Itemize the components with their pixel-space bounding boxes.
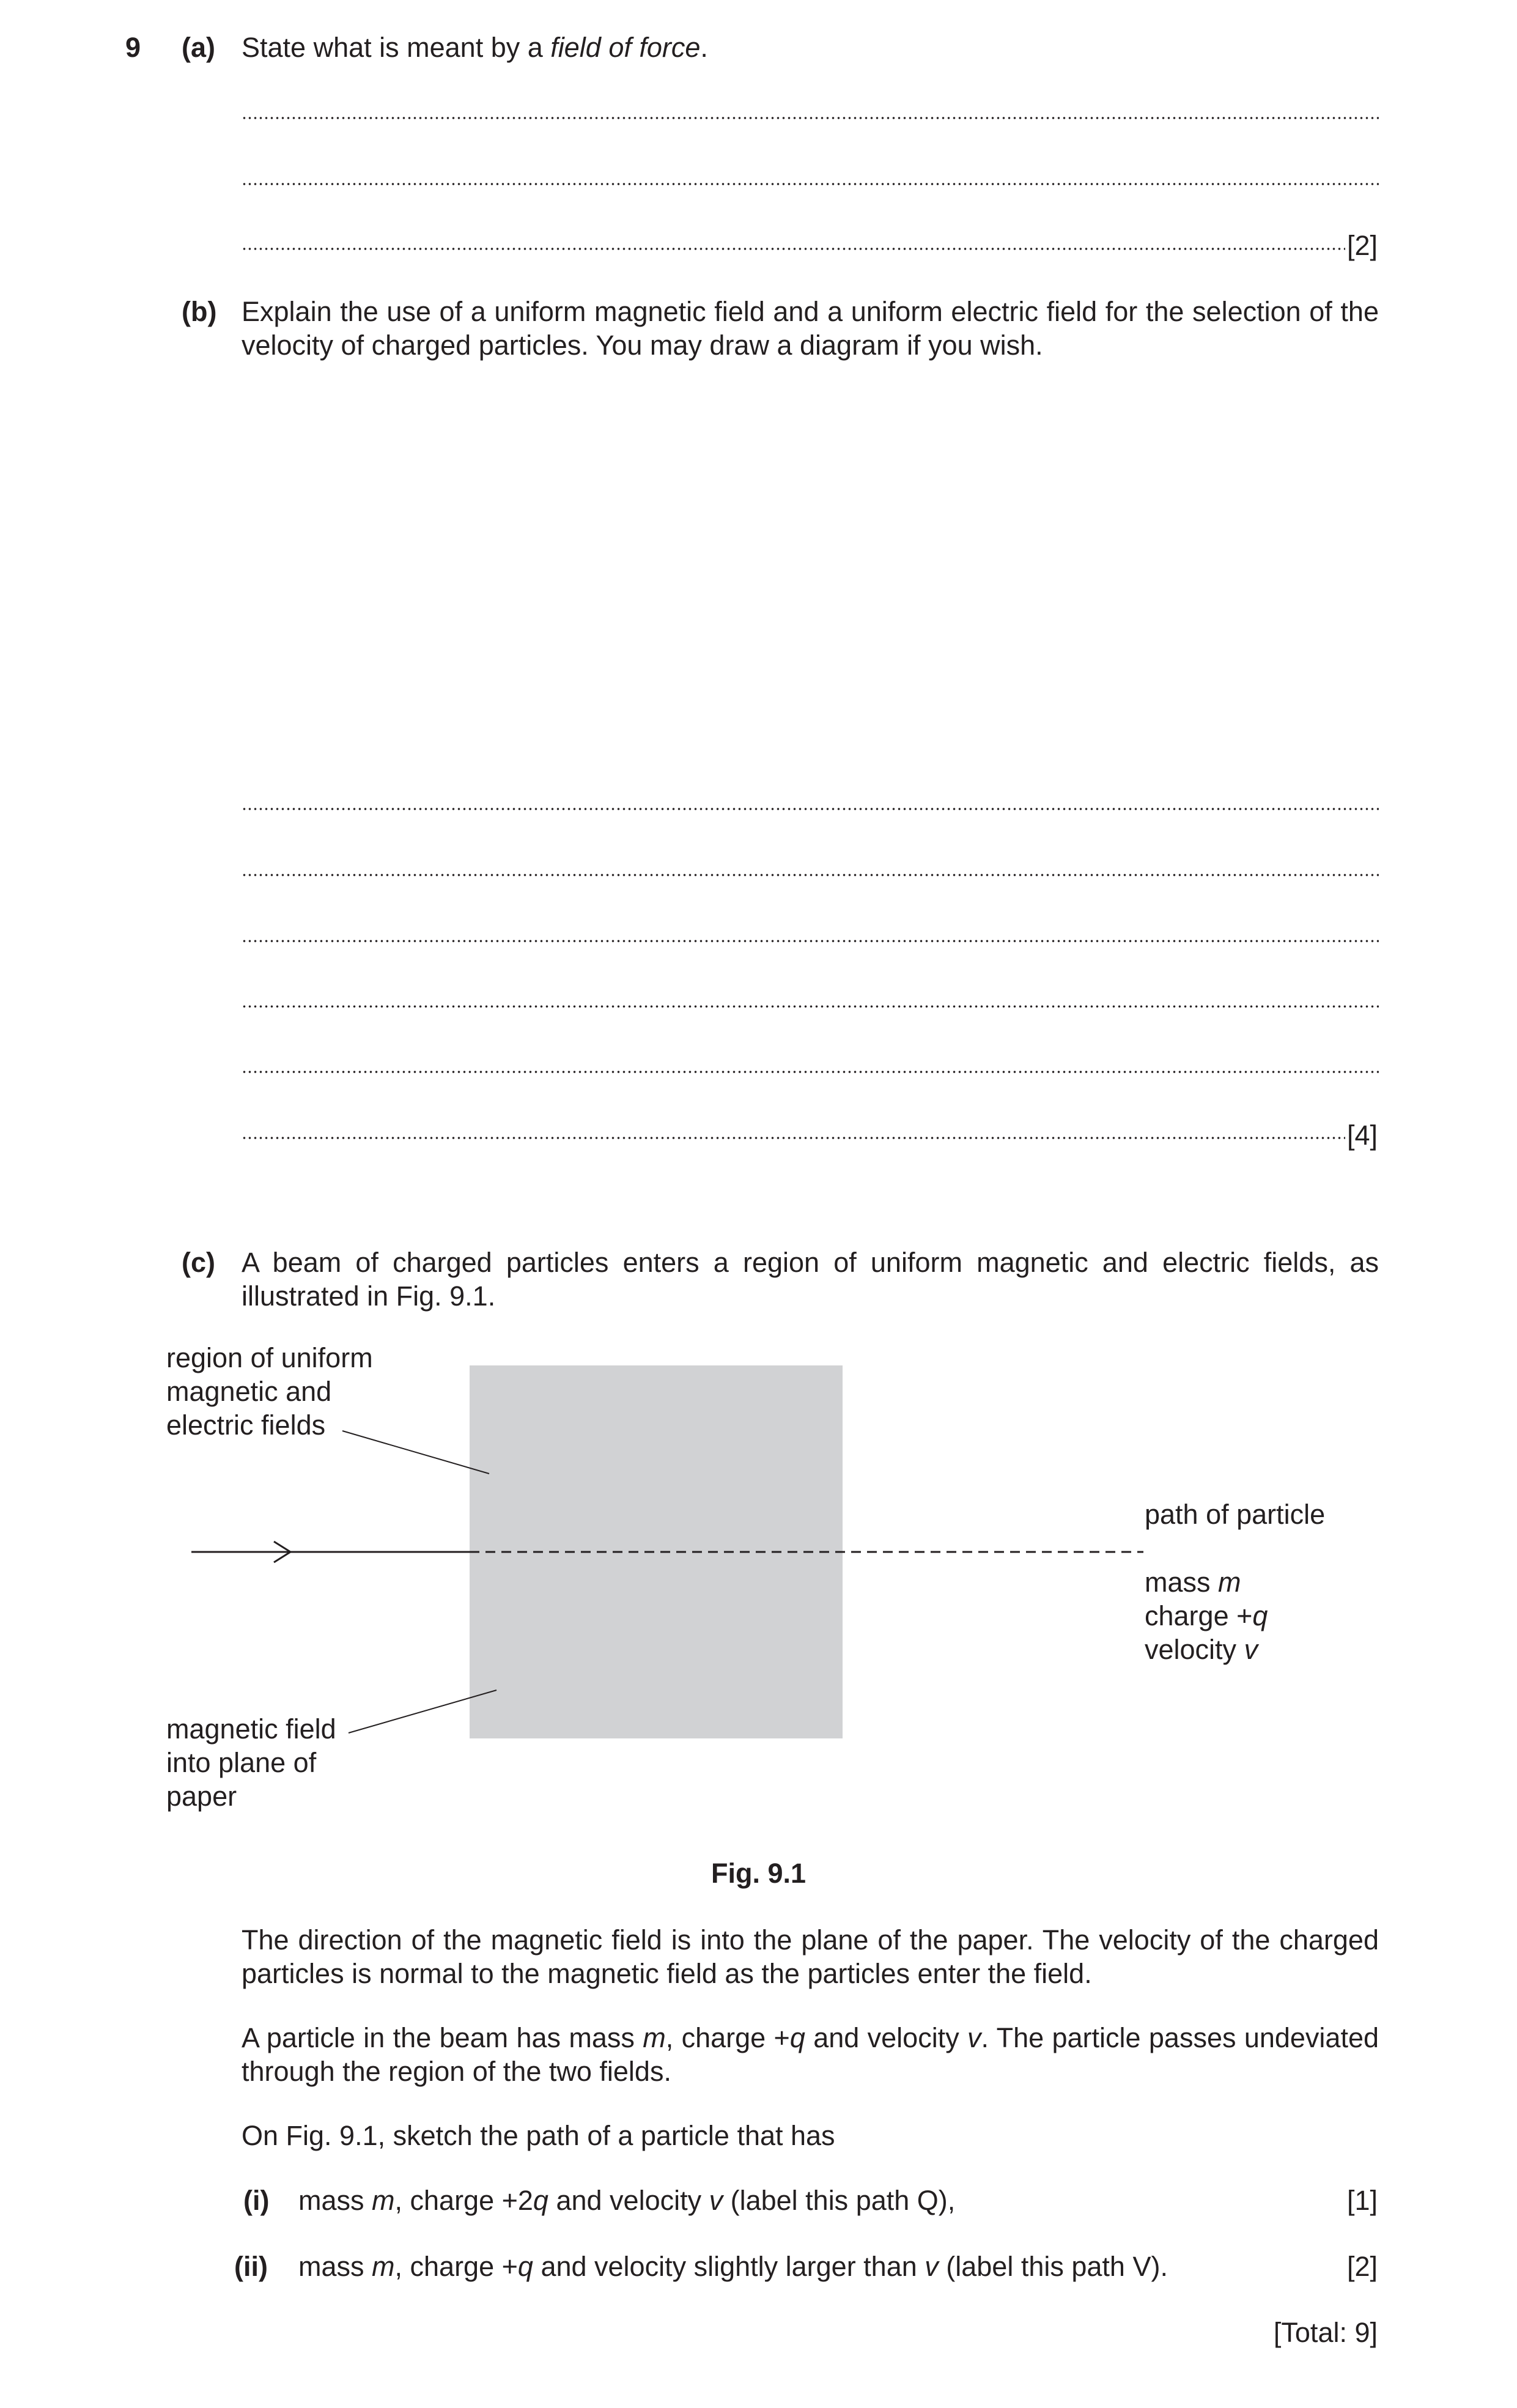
part-a-marks: [2] xyxy=(1346,230,1378,261)
paragraph-instruction: On Fig. 9.1, sketch the path of a particle that has xyxy=(242,2120,835,2151)
paragraph-particle: A particle in the beam has mass m, charge +q and velocity v. The particle passes undeviated through the region of the two fields. xyxy=(242,2022,1379,2087)
figure-caption: Fig. 9.1 xyxy=(711,1858,806,1889)
total-marks: [Total: 9] xyxy=(1273,2317,1378,2348)
region-label-line-1: region of uniform xyxy=(166,1342,373,1373)
part-b-question: Explain the use of a uniform magnetic field and a uniform electric field for the selection of the velocity of charged particles. You may draw a diagram if you wish. xyxy=(242,296,1379,361)
velocity-label: velocity v xyxy=(1145,1634,1258,1665)
region-label-line-3: electric fields xyxy=(166,1409,326,1441)
sub-i-label: (i) xyxy=(243,2185,270,2216)
field-label-line-2: into plane of xyxy=(166,1747,317,1778)
part-b-marks: [4] xyxy=(1346,1120,1378,1151)
sub-ii-marks: [2] xyxy=(1346,2251,1378,2282)
part-b-label: (b) xyxy=(182,296,217,327)
path-label: path of particle xyxy=(1145,1499,1326,1530)
part-a-term: field of force xyxy=(550,32,701,63)
region-label xyxy=(166,1341,373,1442)
field-label-line-3: paper xyxy=(166,1781,237,1812)
question-number: 9 xyxy=(125,32,141,63)
sub-i-text: mass m, charge +2q and velocity v (label this path Q), xyxy=(298,2185,956,2216)
part-c-question: A beam of charged particles enters a region of uniform magnetic and electric fields, as illustrated in Fig. 9.1. xyxy=(242,1247,1379,1312)
part-a-text: State what is meant by a xyxy=(242,32,551,63)
sub-ii-text: mass m, charge +q and velocity slightly larger than v (label this path V). xyxy=(298,2251,1168,2282)
part-a-label: (a) xyxy=(182,32,215,63)
charge-label: charge +q xyxy=(1145,1600,1268,1631)
field-label xyxy=(166,1712,336,1813)
field-label-line-1: magnetic field xyxy=(166,1713,336,1745)
part-c-label: (c) xyxy=(182,1247,215,1278)
part-a-period: . xyxy=(700,32,708,63)
sub-ii-label: (ii) xyxy=(234,2251,268,2282)
paragraph-field-direction: The direction of the magnetic field is into the plane of the paper. The velocity of the charged particles is normal to the magnetic field as the particles enter the field. xyxy=(242,1924,1379,1989)
mass-label: mass m xyxy=(1145,1567,1241,1598)
particle-properties xyxy=(1145,1565,1268,1666)
sub-i-marks: [1] xyxy=(1346,2185,1378,2216)
region-label-line-2: magnetic and xyxy=(166,1376,332,1407)
